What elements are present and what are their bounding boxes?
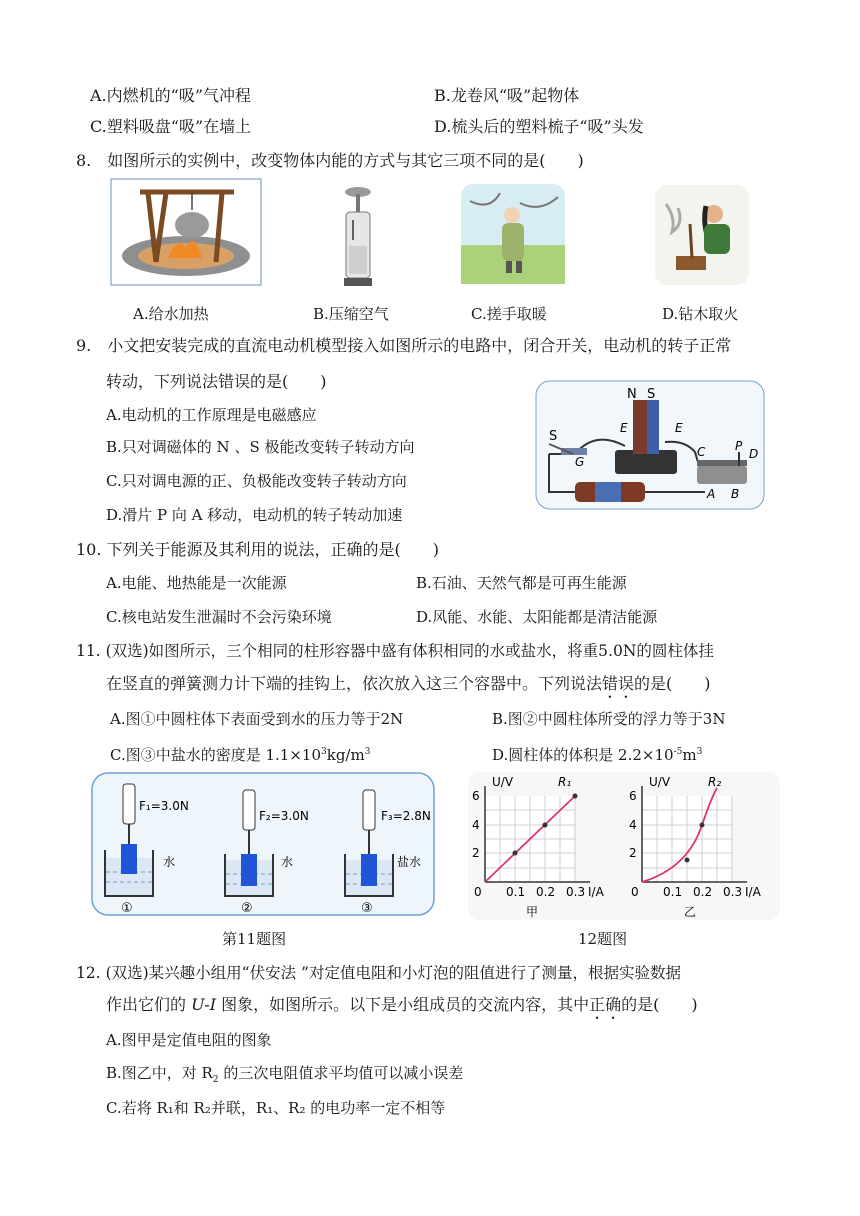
q11-label-1: ①	[121, 901, 133, 916]
q9-label-c: C	[697, 445, 706, 459]
q12-b-name: 乙	[684, 905, 697, 919]
q7-option-c: C.塑料吸盘“吸”在墙上	[90, 117, 252, 136]
q10-option-b: B.石油、天然气都是可再生能源	[416, 574, 627, 592]
q12-b-xtick-02: 0.2	[693, 885, 713, 899]
q8-caption-d: D.钻木取火	[662, 305, 739, 323]
q11-liquid-3: 盐水	[397, 855, 422, 869]
q12-figure	[468, 772, 780, 920]
q11-liquid-1: 水	[163, 855, 176, 869]
q12-b-ylabel: U/V	[649, 775, 671, 789]
q8-figure-d-drilling-wood	[654, 184, 750, 286]
q12-option-c: C.若将 R₁和 R₂并联，R₁、R₂ 的电功率一定不相等	[106, 1099, 446, 1117]
q11-figure-caption: 第11题图	[222, 930, 287, 948]
q12-a-origin: 0	[474, 885, 482, 899]
q12-option-a: A.图甲是定值电阻的图象	[106, 1031, 272, 1049]
q10-option-d: D.风能、水能、太阳能都是清洁能源	[416, 608, 658, 626]
q9-stem-line2: 转动，下列说法错误的是( )	[106, 372, 327, 391]
q12-option-b: B.图乙中，对 $R_2$ 的三次电阻值求平均值可以减小误差	[106, 1064, 464, 1085]
q9-label-e1: E	[620, 421, 628, 435]
q12-figure-caption: 12题图	[578, 930, 628, 948]
q9-label-n: N	[627, 387, 637, 402]
q12-a-xtick-01: 0.1	[506, 885, 526, 899]
q12-a-xtick-02: 0.2	[536, 885, 556, 899]
q12-a-curve-label: R₁	[558, 775, 572, 789]
q8-stem: 8. 如图所示的实例中，改变物体内能的方式与其它三项不同的是( )	[76, 151, 584, 170]
q11-stem-line1: 11. (双选)如图所示，三个相同的柱形容器中盛有体积相同的水或盐水，将重5.0N的圆柱体挂	[76, 642, 714, 660]
q8-caption-c: C.搓手取暖	[471, 305, 547, 323]
q9-label-d: D	[749, 447, 759, 461]
q11-option-b: B.图②中圆柱体所受的浮力等于3N	[492, 710, 726, 728]
q12-a-ytick-4: 4	[472, 818, 480, 832]
q12-b-origin: 0	[631, 885, 639, 899]
q12-a-ytick-2: 2	[472, 846, 480, 860]
q8-figure-c-rubbing-hands	[460, 183, 566, 285]
q12-a-ytick-6: 6	[472, 789, 480, 803]
q9-label-p: P	[735, 439, 743, 453]
q12-stem-line1: 12. (双选)某兴趣小组用“伏安法 ”对定值电阻和小灯泡的阻值进行了测量，根据实验数据	[76, 964, 681, 982]
q7-option-d: D.梳头后的塑料梳子“吸”头发	[434, 117, 644, 136]
q9-option-a: A.电动机的工作原理是电磁感应	[106, 406, 317, 424]
q12-b-ytick-6: 6	[629, 789, 637, 803]
q11-label-3: ③	[361, 901, 373, 916]
q8-figure-a-kettle	[110, 178, 262, 286]
q12-stem-line2: 作出它们的 U-I 图象，如图所示。以下是小组成员的交流内容，其中正确的是( )	[106, 995, 698, 1014]
q8-figure-b-piston	[340, 184, 376, 290]
q9-circuit-figure	[535, 380, 765, 510]
q9-label-b: B	[731, 487, 740, 501]
q11-option-d: D.圆柱体的体积是 $2.2\times 10^{-5}m^3$	[492, 746, 703, 764]
q7-option-b: B.龙卷风“吸”起物体	[434, 86, 580, 105]
q10-stem: 10. 下列关于能源及其利用的说法，正确的是( )	[76, 540, 440, 559]
q11-figure	[91, 772, 435, 916]
q11-force-1: F₁=3.0N	[139, 799, 189, 813]
q7-option-a: A.内燃机的“吸”气冲程	[90, 86, 252, 105]
q12-a-name: 甲	[526, 905, 539, 919]
q12-b-xtick-03: 0.3	[723, 885, 743, 899]
q12-emphasis-correct: 正确	[589, 995, 622, 1014]
q12-b-xtick-01: 0.1	[663, 885, 683, 899]
q9-label-s-magnet: S	[647, 387, 656, 402]
q10-option-a: A.电能、地热能是一次能源	[106, 574, 287, 592]
q12-b-ytick-2: 2	[629, 846, 637, 860]
q11-force-2: F₂=3.0N	[259, 809, 309, 823]
q12-b-curve-label: R₂	[708, 775, 722, 789]
q12-b-ytick-4: 4	[629, 818, 637, 832]
q9-option-b: B.只对调磁体的 N 、S 极能改变转子转动方向	[106, 438, 415, 456]
q9-option-d: D.滑片 P 向 A 移动，电动机的转子转动加速	[106, 506, 403, 524]
q12-a-ylabel: U/V	[492, 775, 514, 789]
q8-caption-a: A.给水加热	[133, 305, 209, 323]
q9-option-c: C.只对调电源的正、负极能改变转子转动方向	[106, 472, 407, 490]
q9-label-e2: E	[675, 421, 683, 435]
q11-liquid-2: 水	[281, 855, 294, 869]
q9-label-a: A	[707, 487, 716, 501]
q9-stem-line1: 9. 小文把安装完成的直流电动机模型接入如图所示的电路中，闭合开关，电动机的转子正常	[76, 336, 732, 355]
q11-stem-line2: 在竖直的弹簧测力计下端的挂钩上，依次放入这三个容器中。下列说法错误的是( )	[106, 674, 711, 693]
q9-label-g: G	[575, 455, 585, 469]
q12-a-xlabel: I/A	[588, 885, 604, 899]
q12-b-xlabel: I/A	[745, 885, 761, 899]
q11-label-2: ②	[241, 901, 253, 916]
q9-label-switch: S	[549, 429, 558, 444]
q8-caption-b: B.压缩空气	[313, 305, 389, 323]
q11-emphasis-wrong: 错误	[602, 674, 635, 693]
q12-a-xtick-03: 0.3	[566, 885, 586, 899]
q11-option-a: A.图①中圆柱体下表面受到水的压力等于2N	[110, 710, 404, 728]
q11-force-3: F₃=2.8N	[381, 809, 431, 823]
q10-option-c: C.核电站发生泄漏时不会污染环境	[106, 608, 332, 626]
q11-option-c: C.图③中盐水的密度是 $1.1\times 10^3kg/m^3$	[110, 746, 371, 764]
